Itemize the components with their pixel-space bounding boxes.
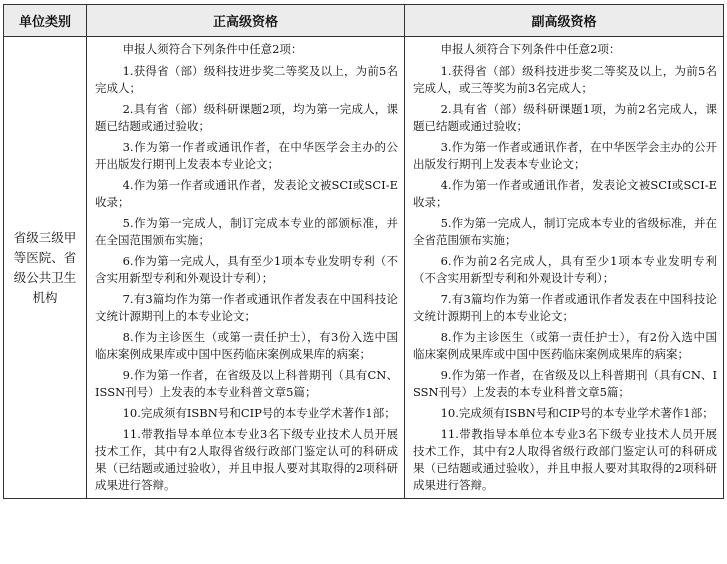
associate-item: 10.完成须有ISBN号和CIP号的本专业学术著作1部； [440, 406, 714, 420]
header-row [4, 5, 724, 37]
header-senior-title: 正高级资格 [87, 5, 405, 37]
associate-item: 5.作为第一完成人，制订完成本专业的省级标准，并在全省范围颁布实施； [413, 216, 717, 247]
senior-item: 9.作为第一作者，在省级及以上科普期刊（具有CN、ISSN刊号）上发表的本专业科普文章5篇； [95, 368, 398, 399]
senior-item: 6.作为第一完成人，具有至少1项本专业发明专利（不含实用新型专利和外观设计专利）； [95, 254, 398, 285]
header-associate-title: 副高级资格 [405, 5, 724, 37]
header-unit-category: 单位类别 [4, 5, 87, 37]
senior-item: 4.作为第一作者或通讯作者，发表论文被SCI或SCI-E收录； [95, 178, 398, 209]
associate-intro: 申报人须符合下列条件中任意2项： [440, 42, 621, 56]
qualification-table [3, 4, 724, 499]
senior-item: 3.作为第一作者或通讯作者，在中华医学会主办的公开出版发行期刊上发表本专业论文； [95, 140, 398, 171]
unit-category-cell: 省级三级甲等医院、省级公共卫生机构 [4, 37, 87, 499]
associate-item: 2.具有省（部）级科研课题1项，为前2名完成人，课题已结题或通过验收； [413, 102, 717, 133]
associate-item: 4.作为第一作者或通讯作者，发表论文被SCI或SCI-E收录； [413, 178, 717, 209]
associate-item: 6.作为前2名完成人，具有至少1项本专业发明专利（不含实用新型专利和外观设计专利）； [413, 254, 717, 285]
associate-item: 3.作为第一作者或通讯作者，在中华医学会主办的公开出版发行期刊上发表本专业论文； [413, 140, 717, 171]
senior-item: 1.获得省（部）级科技进步奖二等奖及以上，为前5名完成人； [95, 64, 398, 95]
associate-item: 7.有3篇均作为第一作者或通讯作者发表在中国科技论文统计源期刊上的本专业论文； [413, 292, 717, 323]
associate-item: 9.作为第一作者，在省级及以上科普期刊（具有CN、ISSN刊号）上发表的本专业科普文章5篇； [413, 368, 717, 399]
senior-requirements-cell [87, 37, 405, 499]
senior-item: 8.作为主诊医生（或第一责任护士），有3份入选中国临床案例成果库或中国中医药临床案例成果库的病案； [95, 330, 398, 361]
senior-item: 2.具有省（部）级科研课题2项，均为第一完成人，课题已结题或通过验收； [95, 102, 398, 133]
senior-item: 11.带教指导本单位本专业3名下级专业技术人员开展技术工作，其中有2人取得省级行政部门鉴定认可的科研成果（已结题或通过验收），并且申报人要对其取得的2项科研成果进行答辩。 [95, 427, 398, 492]
associate-item: 11.带教指导本单位本专业3名下级专业技术人员开展技术工作，其中有2人取得省级行政部门鉴定认可的科研成果（已结题或通过验收），并且申报人要对其取得的2项科研成果进行答辩。 [413, 427, 717, 492]
senior-item: 10.完成须有ISBN号和CIP号的本专业学术著作1部； [122, 406, 396, 420]
senior-item: 7.有3篇均作为第一作者或通讯作者发表在中国科技论文统计源期刊上的本专业论文； [95, 292, 398, 323]
table-row [4, 37, 724, 499]
senior-intro: 申报人须符合下列条件中任意2项： [122, 42, 303, 56]
associate-item: 8.作为主诊医生（或第一责任护士），有2份入选中国临床案例成果库或中国中医药临床案例成果库的病案； [413, 330, 717, 361]
associate-requirements-cell [405, 37, 724, 499]
senior-item: 5.作为第一完成人，制订完成本专业的部颁标准，并在全国范围颁布实施； [95, 216, 398, 247]
associate-item: 1.获得省（部）级科技进步奖二等奖及以上，为前5名完成人，或三等奖为前3名完成人； [413, 64, 717, 95]
